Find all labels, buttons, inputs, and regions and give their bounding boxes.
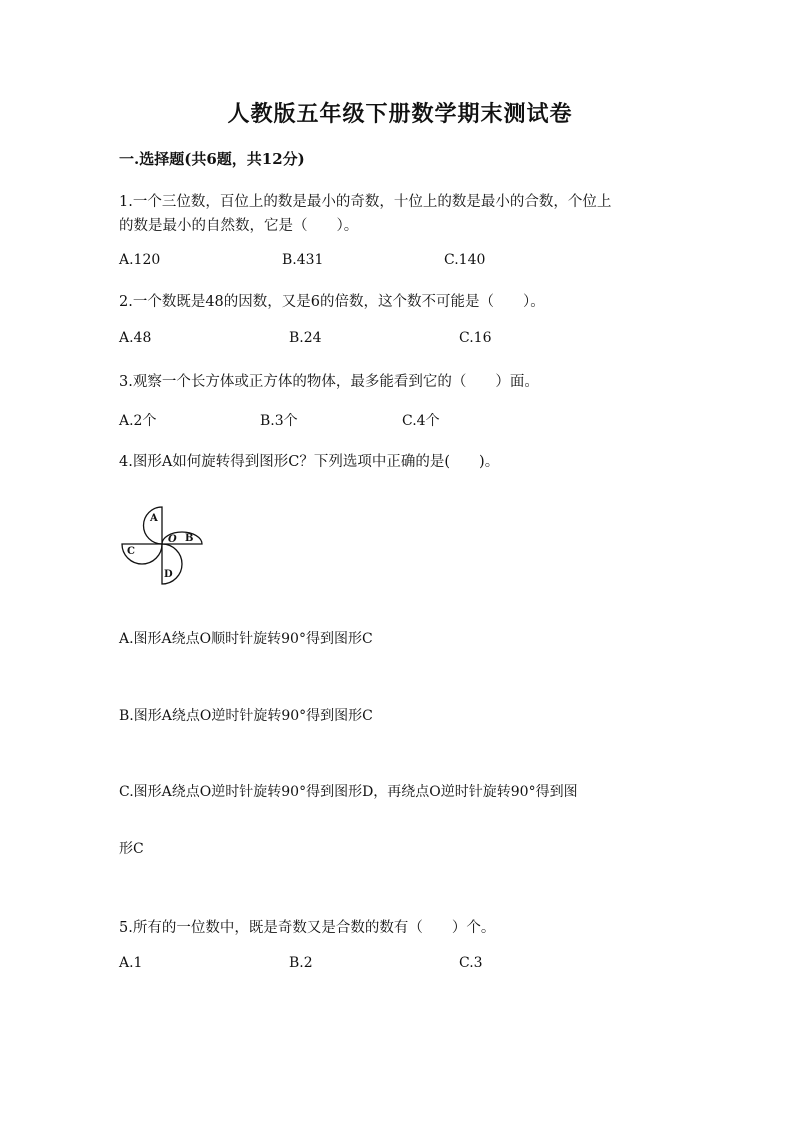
question-2-option-a: A.48 bbox=[119, 330, 152, 346]
label-c: C bbox=[127, 546, 135, 557]
question-4-option-c-continued: 形C bbox=[119, 841, 144, 857]
question-1-option-c: C.140 bbox=[444, 252, 486, 268]
section-heading: 一.选择题(共6题，共12分) bbox=[119, 150, 305, 168]
question-3-option-c: C.4个 bbox=[402, 413, 440, 429]
page-title: 人教版五年级下册数学期末测试卷 bbox=[227, 101, 573, 127]
question-5-option-b: B.2 bbox=[289, 955, 313, 971]
rotation-figure bbox=[118, 500, 210, 590]
question-1-option-b: B.431 bbox=[282, 252, 324, 268]
question-2-text: 2.一个数既是48的因数，又是6的倍数，这个数不可能是（ ）。 bbox=[119, 294, 545, 310]
question-3-text: 3.观察一个长方体或正方体的物体，最多能看到它的（ ）面。 bbox=[119, 374, 539, 390]
question-4-text: 4.图形A如何旋转得到图形C？下列选项中正确的是( )。 bbox=[119, 454, 500, 470]
question-1-text-line-1: 1.一个三位数，百位上的数是最小的奇数，十位上的数是最小的合数，个位上 bbox=[119, 194, 612, 210]
question-5-option-a: A.1 bbox=[119, 955, 143, 971]
question-4-option-c: C.图形A绕点O逆时针旋转90°得到图形D，再绕点O逆时针旋转90°得到图 bbox=[119, 784, 578, 800]
question-2-option-b: B.24 bbox=[289, 330, 322, 346]
question-4-option-a: A.图形A绕点O顺时针旋转90°得到图形C bbox=[119, 631, 373, 647]
question-4-option-b: B.图形A绕点O逆时针旋转90°得到图形C bbox=[119, 708, 373, 724]
question-3-option-b: B.3个 bbox=[260, 413, 298, 429]
label-o: O bbox=[168, 534, 177, 545]
question-3-option-a: A.2个 bbox=[119, 413, 157, 429]
question-1-option-a: A.120 bbox=[119, 252, 161, 268]
question-2-option-c: C.16 bbox=[459, 330, 492, 346]
question-5-option-c: C.3 bbox=[459, 955, 483, 971]
label-b: B bbox=[185, 533, 194, 544]
question-5-text: 5.所有的一位数中，既是奇数又是合数的数有（ ）个。 bbox=[119, 920, 496, 936]
label-a: A bbox=[150, 513, 158, 524]
label-d: D bbox=[164, 569, 173, 580]
question-1-text-line-2: 的数是最小的自然数，它是（ ）。 bbox=[119, 218, 359, 234]
